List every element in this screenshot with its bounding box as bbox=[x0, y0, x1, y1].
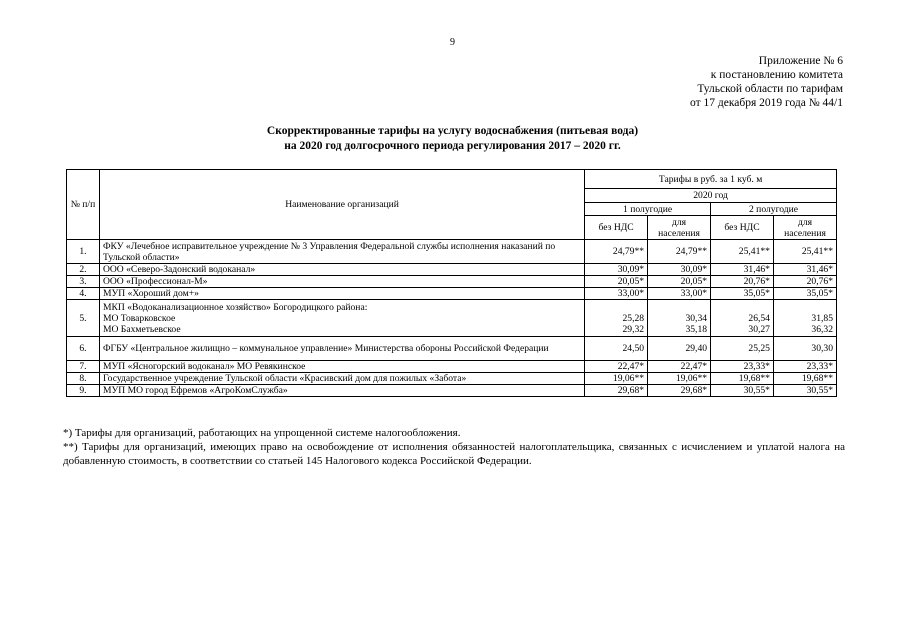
org-name: МУП «Хороший дом+» bbox=[99, 288, 584, 300]
table-row bbox=[67, 264, 837, 276]
tariff-value: 24,79** bbox=[648, 240, 711, 264]
org-name: МУП «Ясногорский водоканал» МО Ревякинское bbox=[99, 361, 584, 373]
table-row bbox=[67, 385, 837, 397]
row-num: 8. bbox=[67, 373, 100, 385]
org-sub-name: МО Товарковское bbox=[102, 312, 176, 324]
tariff-value: 25,41** bbox=[711, 240, 774, 264]
header-no-vat: без НДС bbox=[711, 216, 774, 240]
tariff-value: 30,09* bbox=[648, 264, 711, 276]
header-num: № п/п bbox=[67, 170, 100, 240]
appendix-line: Тульской области по тарифам bbox=[697, 83, 843, 95]
org-name: ФГБУ «Центральное жилищно – коммунальное управление» Министерства обороны Российской Федерации bbox=[99, 337, 584, 361]
tariff-table bbox=[66, 169, 837, 397]
table-row bbox=[67, 373, 837, 385]
table-row bbox=[67, 288, 837, 300]
title-line: на 2020 год долгосрочного периода регулирования 2017 – 2020 гг. bbox=[284, 140, 621, 152]
tariff-value: 24,50 bbox=[585, 337, 648, 361]
org-name-main: МКП «Водоканализационное хозяйство» Богородицкого района: bbox=[102, 301, 368, 313]
tariff-value: 23,33* bbox=[773, 361, 836, 373]
row-num: 7. bbox=[67, 361, 100, 373]
header-tariffs: Тарифы в руб. за 1 куб. м bbox=[585, 170, 837, 189]
row-num: 2. bbox=[67, 264, 100, 276]
row-num: 1. bbox=[67, 240, 100, 264]
tariff-value: 25,25 bbox=[711, 337, 774, 361]
appendix-header bbox=[690, 54, 843, 110]
appendix-line: к постановлению комитета bbox=[710, 69, 843, 81]
org-name: Государственное учреждение Тульской области «Красивский дом для пожилых «Забота» bbox=[99, 373, 584, 385]
tariff-value: 31,85 36,32 bbox=[773, 300, 836, 337]
tariff-value: 20,05* bbox=[585, 276, 648, 288]
table-row bbox=[67, 276, 837, 288]
tariff-value: 19,68** bbox=[773, 373, 836, 385]
header-org: Наименование организаций bbox=[99, 170, 584, 240]
header-year: 2020 год bbox=[585, 189, 837, 203]
header-population: для населения bbox=[648, 216, 711, 240]
tariff-value: 19,06** bbox=[648, 373, 711, 385]
appendix-line: от 17 декабря 2019 года № 44/1 bbox=[690, 97, 843, 109]
tariff-value: 24,79** bbox=[585, 240, 648, 264]
tariff-value: 31,46* bbox=[711, 264, 774, 276]
row-num: 9. bbox=[67, 385, 100, 397]
tariff-value: 30,55* bbox=[773, 385, 836, 397]
tariff-value: 33,00* bbox=[648, 288, 711, 300]
tariff-value: 35,05* bbox=[711, 288, 774, 300]
table-row bbox=[67, 300, 837, 337]
tariff-value: 30,55* bbox=[711, 385, 774, 397]
row-num: 5. bbox=[67, 300, 100, 337]
header-population: для населения bbox=[773, 216, 836, 240]
table-row bbox=[67, 240, 837, 264]
tariff-value: 22,47* bbox=[648, 361, 711, 373]
tariff-value: 29,68* bbox=[585, 385, 648, 397]
tariff-value: 20,76* bbox=[711, 276, 774, 288]
tariff-value: 20,76* bbox=[773, 276, 836, 288]
row-num: 6. bbox=[67, 337, 100, 361]
tariff-value: 25,41** bbox=[773, 240, 836, 264]
document-title bbox=[0, 124, 905, 154]
tariff-value: 22,47* bbox=[585, 361, 648, 373]
tariff-value: 26,54 30,27 bbox=[711, 300, 774, 337]
tariff-value: 29,68* bbox=[648, 385, 711, 397]
table-row bbox=[67, 361, 837, 373]
org-name: ФКУ «Лечебное исправительное учреждение № 3 Управления Федеральной службы исполнения наказаний по Тульской области» bbox=[99, 240, 584, 264]
org-name: ООО «Северо-Задонский водоканал» bbox=[99, 264, 584, 276]
header-half1: 1 полугодие bbox=[585, 203, 711, 216]
tariff-value: 33,00* bbox=[585, 288, 648, 300]
tariff-value: 20,05* bbox=[648, 276, 711, 288]
org-name: МУП МО город Ефремов «АгроКомСлужба» bbox=[99, 385, 584, 397]
tariff-value: 29,40 bbox=[648, 337, 711, 361]
row-num: 3. bbox=[67, 276, 100, 288]
header-no-vat: без НДС bbox=[585, 216, 648, 240]
tariff-value: 30,09* bbox=[585, 264, 648, 276]
tariff-value: 30,30 bbox=[773, 337, 836, 361]
org-name: ООО «Профессионал-М» bbox=[99, 276, 584, 288]
org-name bbox=[99, 300, 584, 337]
tariff-value: 30,34 35,18 bbox=[648, 300, 711, 337]
tariff-value: 23,33* bbox=[711, 361, 774, 373]
tariff-value: 31,46* bbox=[773, 264, 836, 276]
org-sub-name: МО Бахметьевское bbox=[102, 323, 181, 335]
footnote-vat-exempt: **) Тарифы для организаций, имеющих право на освобождение от исполнения обязанностей налогоплательщика, связанных с исчислением и уплатой налога на добавленную стоимость, в соответствии со статьей 145 Налогового кодекса Российской Федерации. bbox=[63, 441, 845, 467]
title-line: Скорректированные тарифы на услугу водоснабжения (питьевая вода) bbox=[266, 125, 639, 137]
page-number: 9 bbox=[450, 37, 455, 48]
tariff-value: 35,05* bbox=[773, 288, 836, 300]
tariff-value: 19,68** bbox=[711, 373, 774, 385]
row-num: 4. bbox=[67, 288, 100, 300]
appendix-line: Приложение № 6 bbox=[758, 55, 843, 67]
header-half2: 2 полугодие bbox=[711, 203, 837, 216]
tariff-value: 25,28 29,32 bbox=[585, 300, 648, 337]
tariff-value: 19,06** bbox=[585, 373, 648, 385]
table-row bbox=[67, 337, 837, 361]
footnote-simplified-tax: *) Тарифы для организаций, работающих на упрощенной системе налогообложения. bbox=[63, 427, 461, 439]
